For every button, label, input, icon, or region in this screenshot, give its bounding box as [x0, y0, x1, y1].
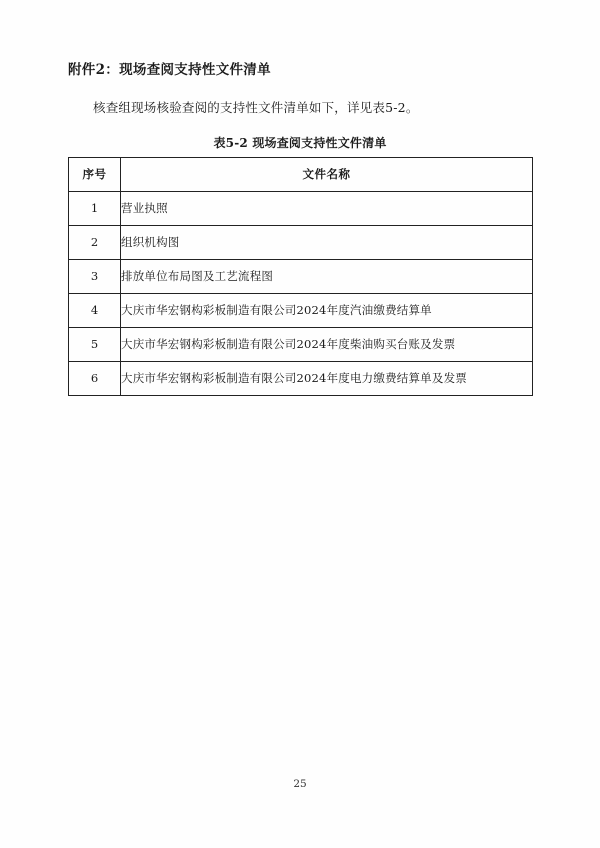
column-header-name: 文件名称: [121, 157, 533, 191]
cell-no: 6: [69, 361, 121, 395]
page-title: 附件2：现场查阅支持性文件清单: [68, 62, 271, 78]
cell-document-name: 排放单位布局图及工艺流程图: [121, 259, 533, 293]
document-content: [68, 58, 532, 396]
table-row: [69, 327, 533, 361]
supporting-documents-table: [68, 157, 533, 396]
cell-no: 4: [69, 293, 121, 327]
cell-no: 5: [69, 327, 121, 361]
cell-document-name: 大庆市华宏钢构彩板制造有限公司2024年度电力缴费结算单及发票: [121, 361, 533, 395]
table-row: [69, 225, 533, 259]
page-number: 25: [293, 778, 307, 790]
table-row: [69, 191, 533, 225]
cell-document-name: 营业执照: [121, 191, 533, 225]
table-row: [69, 259, 533, 293]
table-row: [69, 361, 533, 395]
cell-document-name: 大庆市华宏钢构彩板制造有限公司2024年度汽油缴费结算单: [121, 293, 533, 327]
table-header-row: [69, 157, 533, 191]
column-header-no: 序号: [69, 157, 121, 191]
table-row: [69, 293, 533, 327]
table-caption: 表5-2 现场查阅支持性文件清单: [213, 135, 387, 150]
cell-no: 1: [69, 191, 121, 225]
cell-no: 3: [69, 259, 121, 293]
cell-no: 2: [69, 225, 121, 259]
cell-document-name: 组织机构图: [121, 225, 533, 259]
body-paragraph: 核查组现场核验查阅的支持性文件清单如下，详见表5-2。: [93, 100, 419, 115]
cell-document-name: 大庆市华宏钢构彩板制造有限公司2024年度柴油购买台账及发票: [121, 327, 533, 361]
